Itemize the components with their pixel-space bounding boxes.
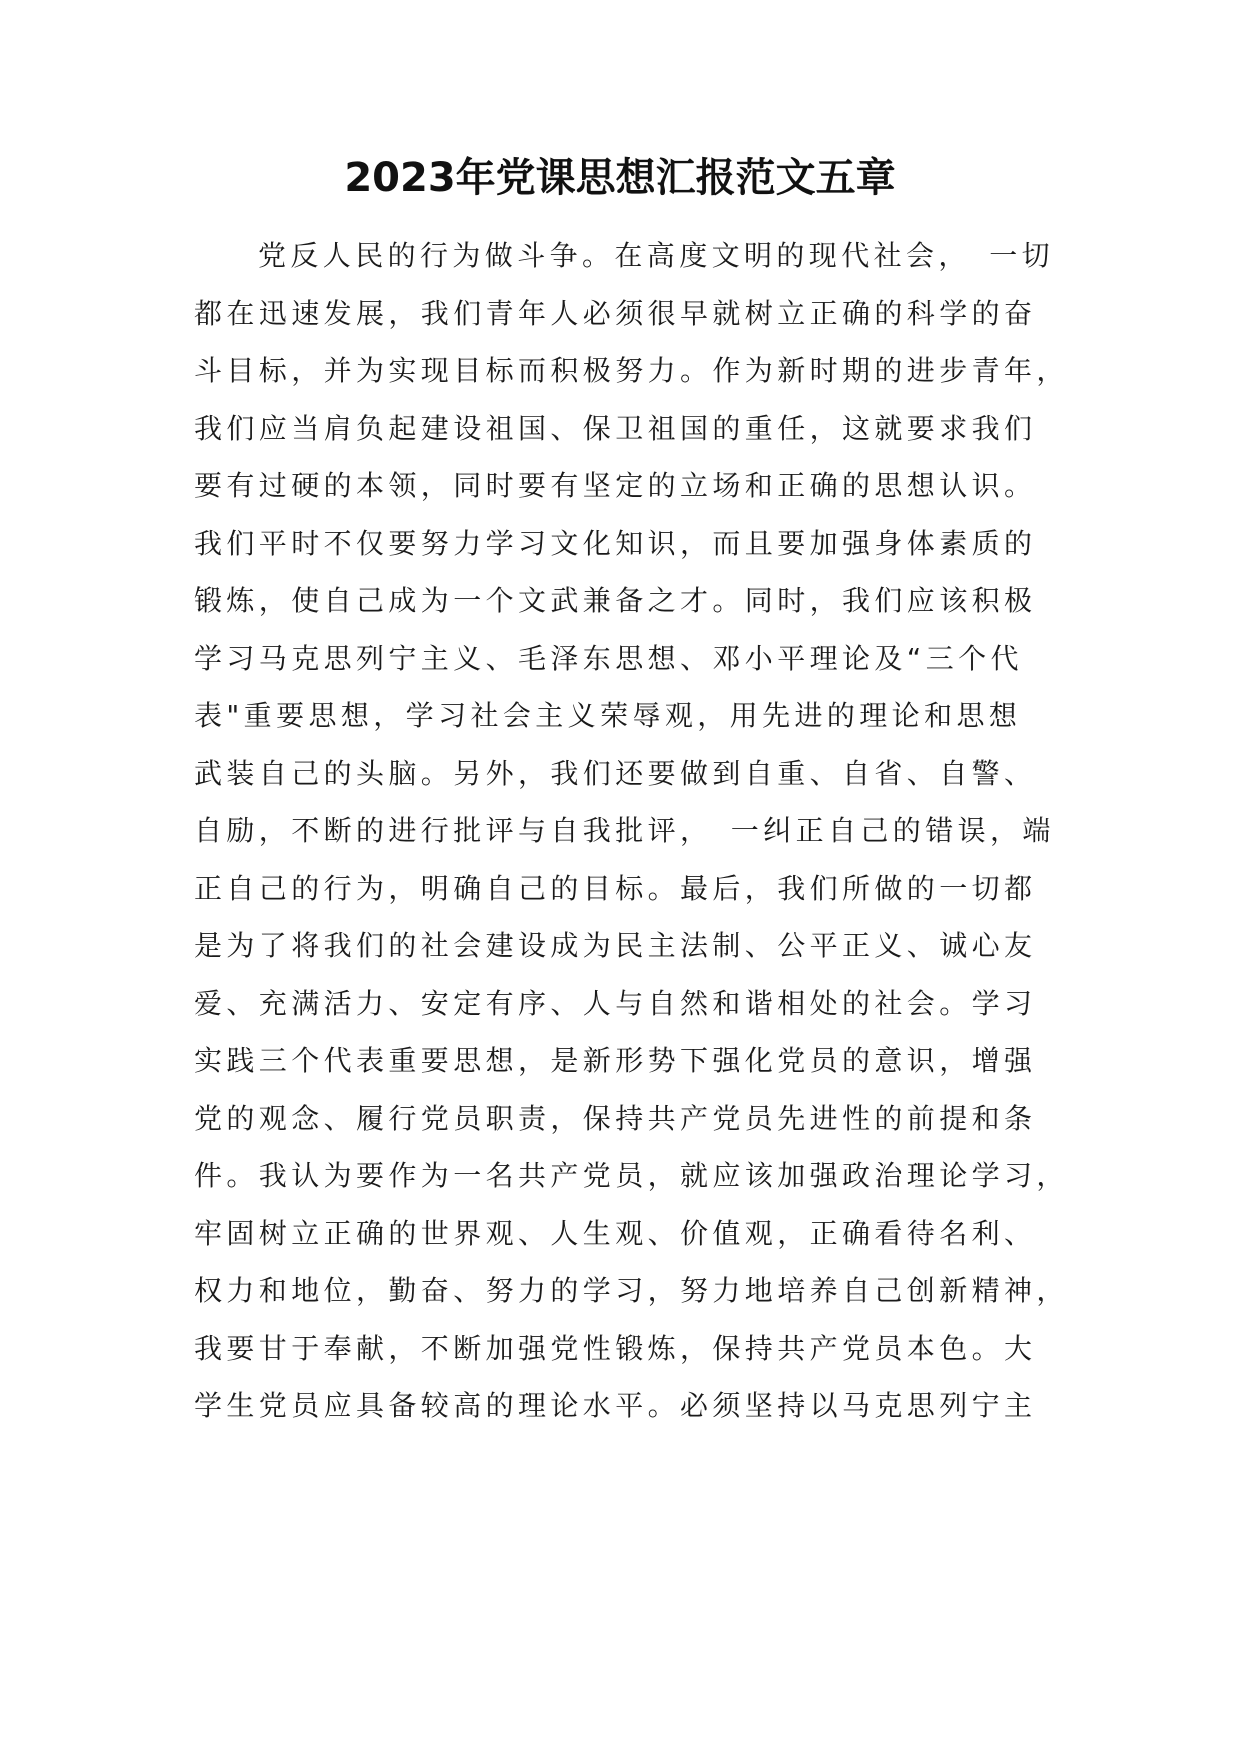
body-line: 党反人民的行为做斗争。在高度文明的现代社会， 一切 [258,239,1055,272]
body-line: 表"重要思想，学习社会主义荣辱观，用先进的理论和思想 [194,699,1022,732]
body-line: 是为了将我们的社会建设成为民主法制、公平正义、诚心友 [194,929,1037,962]
body-line: 党的观念、履行党员职责，保持共产党员先进性的前提和条 [194,1101,1037,1135]
body-line: 斗目标，并为实现目标而积极努力。作为新时期的进步青年， [194,354,1069,387]
body-line: 学生党员应具备较高的理论水平。必须坚持以马克思列宁主 [194,1389,1037,1422]
body-line: 我们平时不仅要努力学习文化知识，而且要加强身体素质的 [194,526,1037,560]
body-line: 我要甘于奉献，不断加强党性锻炼，保持共产党员本色。大 [194,1331,1037,1365]
body-line: 权力和地位，勤奋、努力的学习，努力地培养自己创新精神， [194,1274,1069,1307]
body-line: 学习马克思列宁主义、毛泽东思想、邓小平理论及“三个代 [194,641,1023,675]
body-line: 爱、充满活力、安定有序、人与自然和谐相处的社会。学习 [194,986,1037,1020]
body-line: 都在迅速发展，我们青年人必须很早就树立正确的科学的奋 [194,296,1037,330]
body-line: 我们应当肩负起建设祖国、保卫祖国的重任，这就要求我们 [194,411,1037,445]
body-line: 牢固树立正确的世界观、人生观、价值观，正确看待名利、 [194,1216,1037,1250]
body-line: 正自己的行为，明确自己的目标。最后，我们所做的一切都 [194,871,1037,905]
body-line: 武装自己的头脑。另外，我们还要做到自重、自省、自警、 [194,756,1037,790]
document-body [194,227,1069,1435]
body-line: 实践三个代表重要思想，是新形势下强化党员的意识，增强 [194,1044,1037,1077]
body-line: 自励，不断的进行批评与自我批评， 一纠正自己的错误，端 [194,814,1055,847]
body-line: 件。我认为要作为一名共产党员，就应该加强政治理论学习， [194,1159,1069,1192]
body-line: 锻炼，使自己成为一个文武兼备之才。同时，我们应该积极 [194,584,1037,617]
document-title: 2023年党课思想汇报范文五章 [344,155,896,201]
body-line: 要有过硬的本领，同时要有坚定的立场和正确的思想认识。 [194,469,1037,502]
